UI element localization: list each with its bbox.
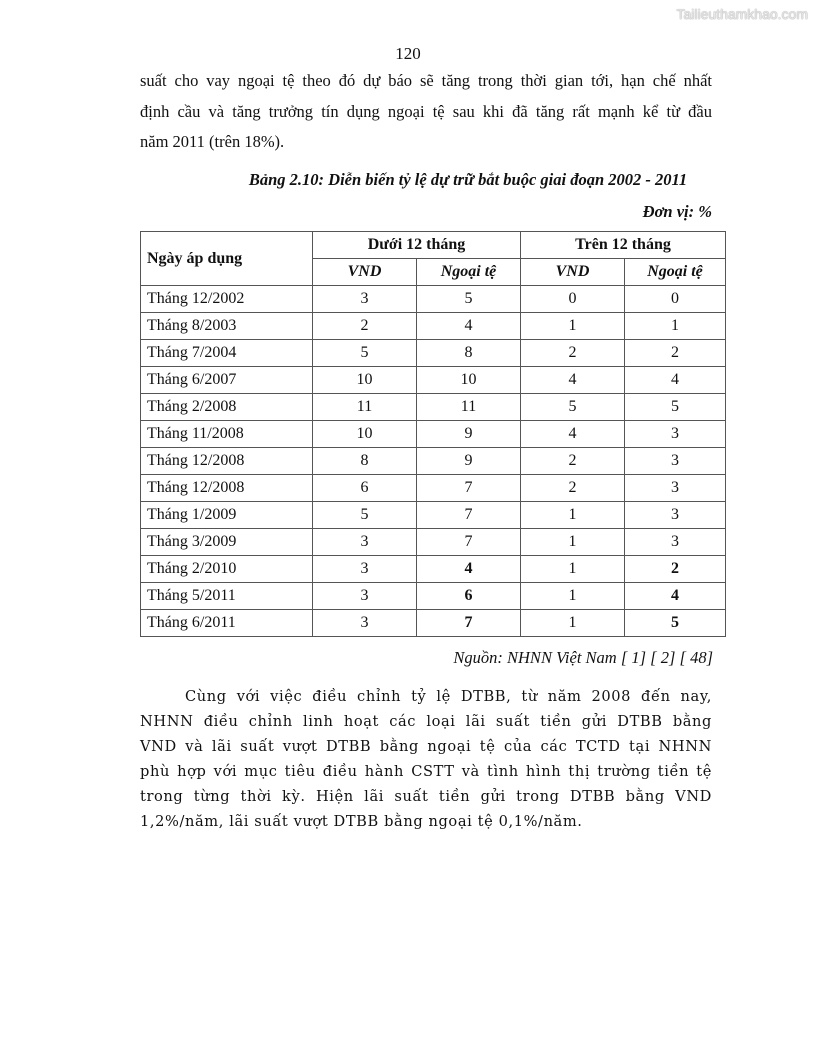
cell-under-foreign: 9 — [417, 421, 521, 448]
cell-over-foreign: 2 — [625, 340, 726, 367]
cell-under-vnd: 10 — [313, 421, 417, 448]
cell-under-foreign: 8 — [417, 340, 521, 367]
cell-under-foreign: 4 — [417, 313, 521, 340]
table-row — [141, 502, 726, 529]
table-row — [141, 610, 726, 637]
body-line: NHNN điều chỉnh linh hoạt các loại lãi suất tiền gửi DTBB bằng — [140, 713, 712, 730]
cell-over-foreign: 1 — [625, 313, 726, 340]
cell-under-foreign: 7 — [417, 502, 521, 529]
cell-over-foreign: 3 — [625, 448, 726, 475]
cell-over-vnd: 5 — [521, 394, 625, 421]
cell-over-foreign: 5 — [625, 394, 726, 421]
cell-under-vnd: 3 — [313, 556, 417, 583]
reserve-ratio-table — [140, 231, 726, 637]
table-caption: Bảng 2.10: Diễn biến tỷ lệ dự trữ bắt buộc giai đoạn 2002 - 2011 — [248, 170, 688, 189]
cell-over-foreign: 3 — [625, 502, 726, 529]
cell-date: Tháng 7/2004 — [141, 340, 313, 367]
table-row — [141, 448, 726, 475]
cell-date: Tháng 8/2003 — [141, 313, 313, 340]
intro-line: định cầu và tăng trưởng tín dụng ngoại tệ sau khi đã tăng rất mạnh kể từ đầu — [140, 101, 712, 121]
table-header-row — [141, 232, 726, 259]
header-date: Ngày áp dụng — [141, 232, 313, 286]
cell-over-vnd: 0 — [521, 286, 625, 313]
cell-under-vnd: 10 — [313, 367, 417, 394]
cell-over-vnd: 4 — [521, 367, 625, 394]
cell-under-foreign: 4 — [417, 556, 521, 583]
cell-date: Tháng 12/2008 — [141, 475, 313, 502]
intro-line: năm 2011 (trên 18%). — [140, 132, 285, 151]
intro-paragraph — [140, 66, 712, 158]
cell-over-foreign: 3 — [625, 529, 726, 556]
cell-date: Tháng 12/2002 — [141, 286, 313, 313]
cell-under-foreign: 5 — [417, 286, 521, 313]
watermark: Tailieuthamkhao.com — [676, 6, 808, 22]
cell-over-vnd: 1 — [521, 610, 625, 637]
cell-over-foreign: 4 — [625, 367, 726, 394]
cell-under-foreign: 7 — [417, 475, 521, 502]
cell-date: Tháng 11/2008 — [141, 421, 313, 448]
table-row — [141, 367, 726, 394]
cell-date: Tháng 2/2008 — [141, 394, 313, 421]
body-paragraph — [140, 684, 712, 834]
cell-under-foreign: 6 — [417, 583, 521, 610]
cell-over-vnd: 2 — [521, 448, 625, 475]
cell-over-vnd: 2 — [521, 340, 625, 367]
cell-over-vnd: 1 — [521, 313, 625, 340]
table-row — [141, 286, 726, 313]
table-body — [141, 286, 726, 637]
body-line: VND và lãi suất vượt DTBB bằng ngoại tệ của các TCTD tại NHNN — [140, 738, 712, 755]
header-under-12-months: Dưới 12 tháng — [313, 232, 521, 259]
cell-over-foreign: 5 — [625, 610, 726, 637]
subheader-vnd: VND — [521, 259, 625, 286]
cell-date: Tháng 5/2011 — [141, 583, 313, 610]
cell-under-vnd: 3 — [313, 529, 417, 556]
cell-over-vnd: 1 — [521, 556, 625, 583]
table-row — [141, 421, 726, 448]
subheader-foreign-currency: Ngoại tệ — [625, 259, 726, 286]
cell-over-foreign: 0 — [625, 286, 726, 313]
header-over-12-months: Trên 12 tháng — [521, 232, 726, 259]
cell-under-vnd: 5 — [313, 340, 417, 367]
cell-under-vnd: 3 — [313, 610, 417, 637]
cell-date: Tháng 3/2009 — [141, 529, 313, 556]
cell-date: Tháng 12/2008 — [141, 448, 313, 475]
table-row — [141, 394, 726, 421]
body-line: phù hợp với mục tiêu điều hành CSTT và tình hình thị trường tiền tệ — [140, 763, 712, 780]
cell-under-foreign: 7 — [417, 610, 521, 637]
subheader-vnd: VND — [313, 259, 417, 286]
cell-date: Tháng 6/2007 — [141, 367, 313, 394]
cell-over-foreign: 2 — [625, 556, 726, 583]
body-line: trong từng thời kỳ. Hiện lãi suất tiền gửi trong DTBB bằng VND — [140, 788, 712, 805]
table-row — [141, 313, 726, 340]
table-row — [141, 529, 726, 556]
cell-date: Tháng 1/2009 — [141, 502, 313, 529]
cell-over-vnd: 2 — [521, 475, 625, 502]
cell-date: Tháng 2/2010 — [141, 556, 313, 583]
cell-over-vnd: 1 — [521, 502, 625, 529]
table-row — [141, 583, 726, 610]
cell-under-vnd: 8 — [313, 448, 417, 475]
subheader-foreign-currency: Ngoại tệ — [417, 259, 521, 286]
cell-under-vnd: 3 — [313, 286, 417, 313]
cell-under-foreign: 9 — [417, 448, 521, 475]
table-unit: Đơn vị: % — [642, 202, 712, 221]
intro-line: suất cho vay ngoại tệ theo đó dự báo sẽ tăng trong thời gian tới, hạn chế nhất — [140, 71, 712, 90]
cell-under-foreign: 10 — [417, 367, 521, 394]
cell-over-vnd: 4 — [521, 421, 625, 448]
table-source: Nguồn: NHNN Việt Nam [ 1] [ 2] [ 48] — [453, 648, 713, 667]
cell-under-vnd: 5 — [313, 502, 417, 529]
body-line: Cùng với việc điều chỉnh tỷ lệ DTBB, từ năm 2008 đến nay, — [185, 688, 712, 705]
cell-under-vnd: 6 — [313, 475, 417, 502]
body-line: 1,2%/năm, lãi suất vượt DTBB bằng ngoại tệ 0,1%/năm. — [140, 813, 583, 830]
cell-date: Tháng 6/2011 — [141, 610, 313, 637]
cell-under-vnd: 2 — [313, 313, 417, 340]
cell-under-vnd: 3 — [313, 583, 417, 610]
table-row — [141, 475, 726, 502]
page-number: 120 — [395, 44, 421, 63]
cell-over-vnd: 1 — [521, 583, 625, 610]
cell-under-foreign: 11 — [417, 394, 521, 421]
cell-under-foreign: 7 — [417, 529, 521, 556]
table-row — [141, 556, 726, 583]
cell-under-vnd: 11 — [313, 394, 417, 421]
cell-over-foreign: 3 — [625, 475, 726, 502]
table-row — [141, 340, 726, 367]
cell-over-vnd: 1 — [521, 529, 625, 556]
cell-over-foreign: 4 — [625, 583, 726, 610]
cell-over-foreign: 3 — [625, 421, 726, 448]
